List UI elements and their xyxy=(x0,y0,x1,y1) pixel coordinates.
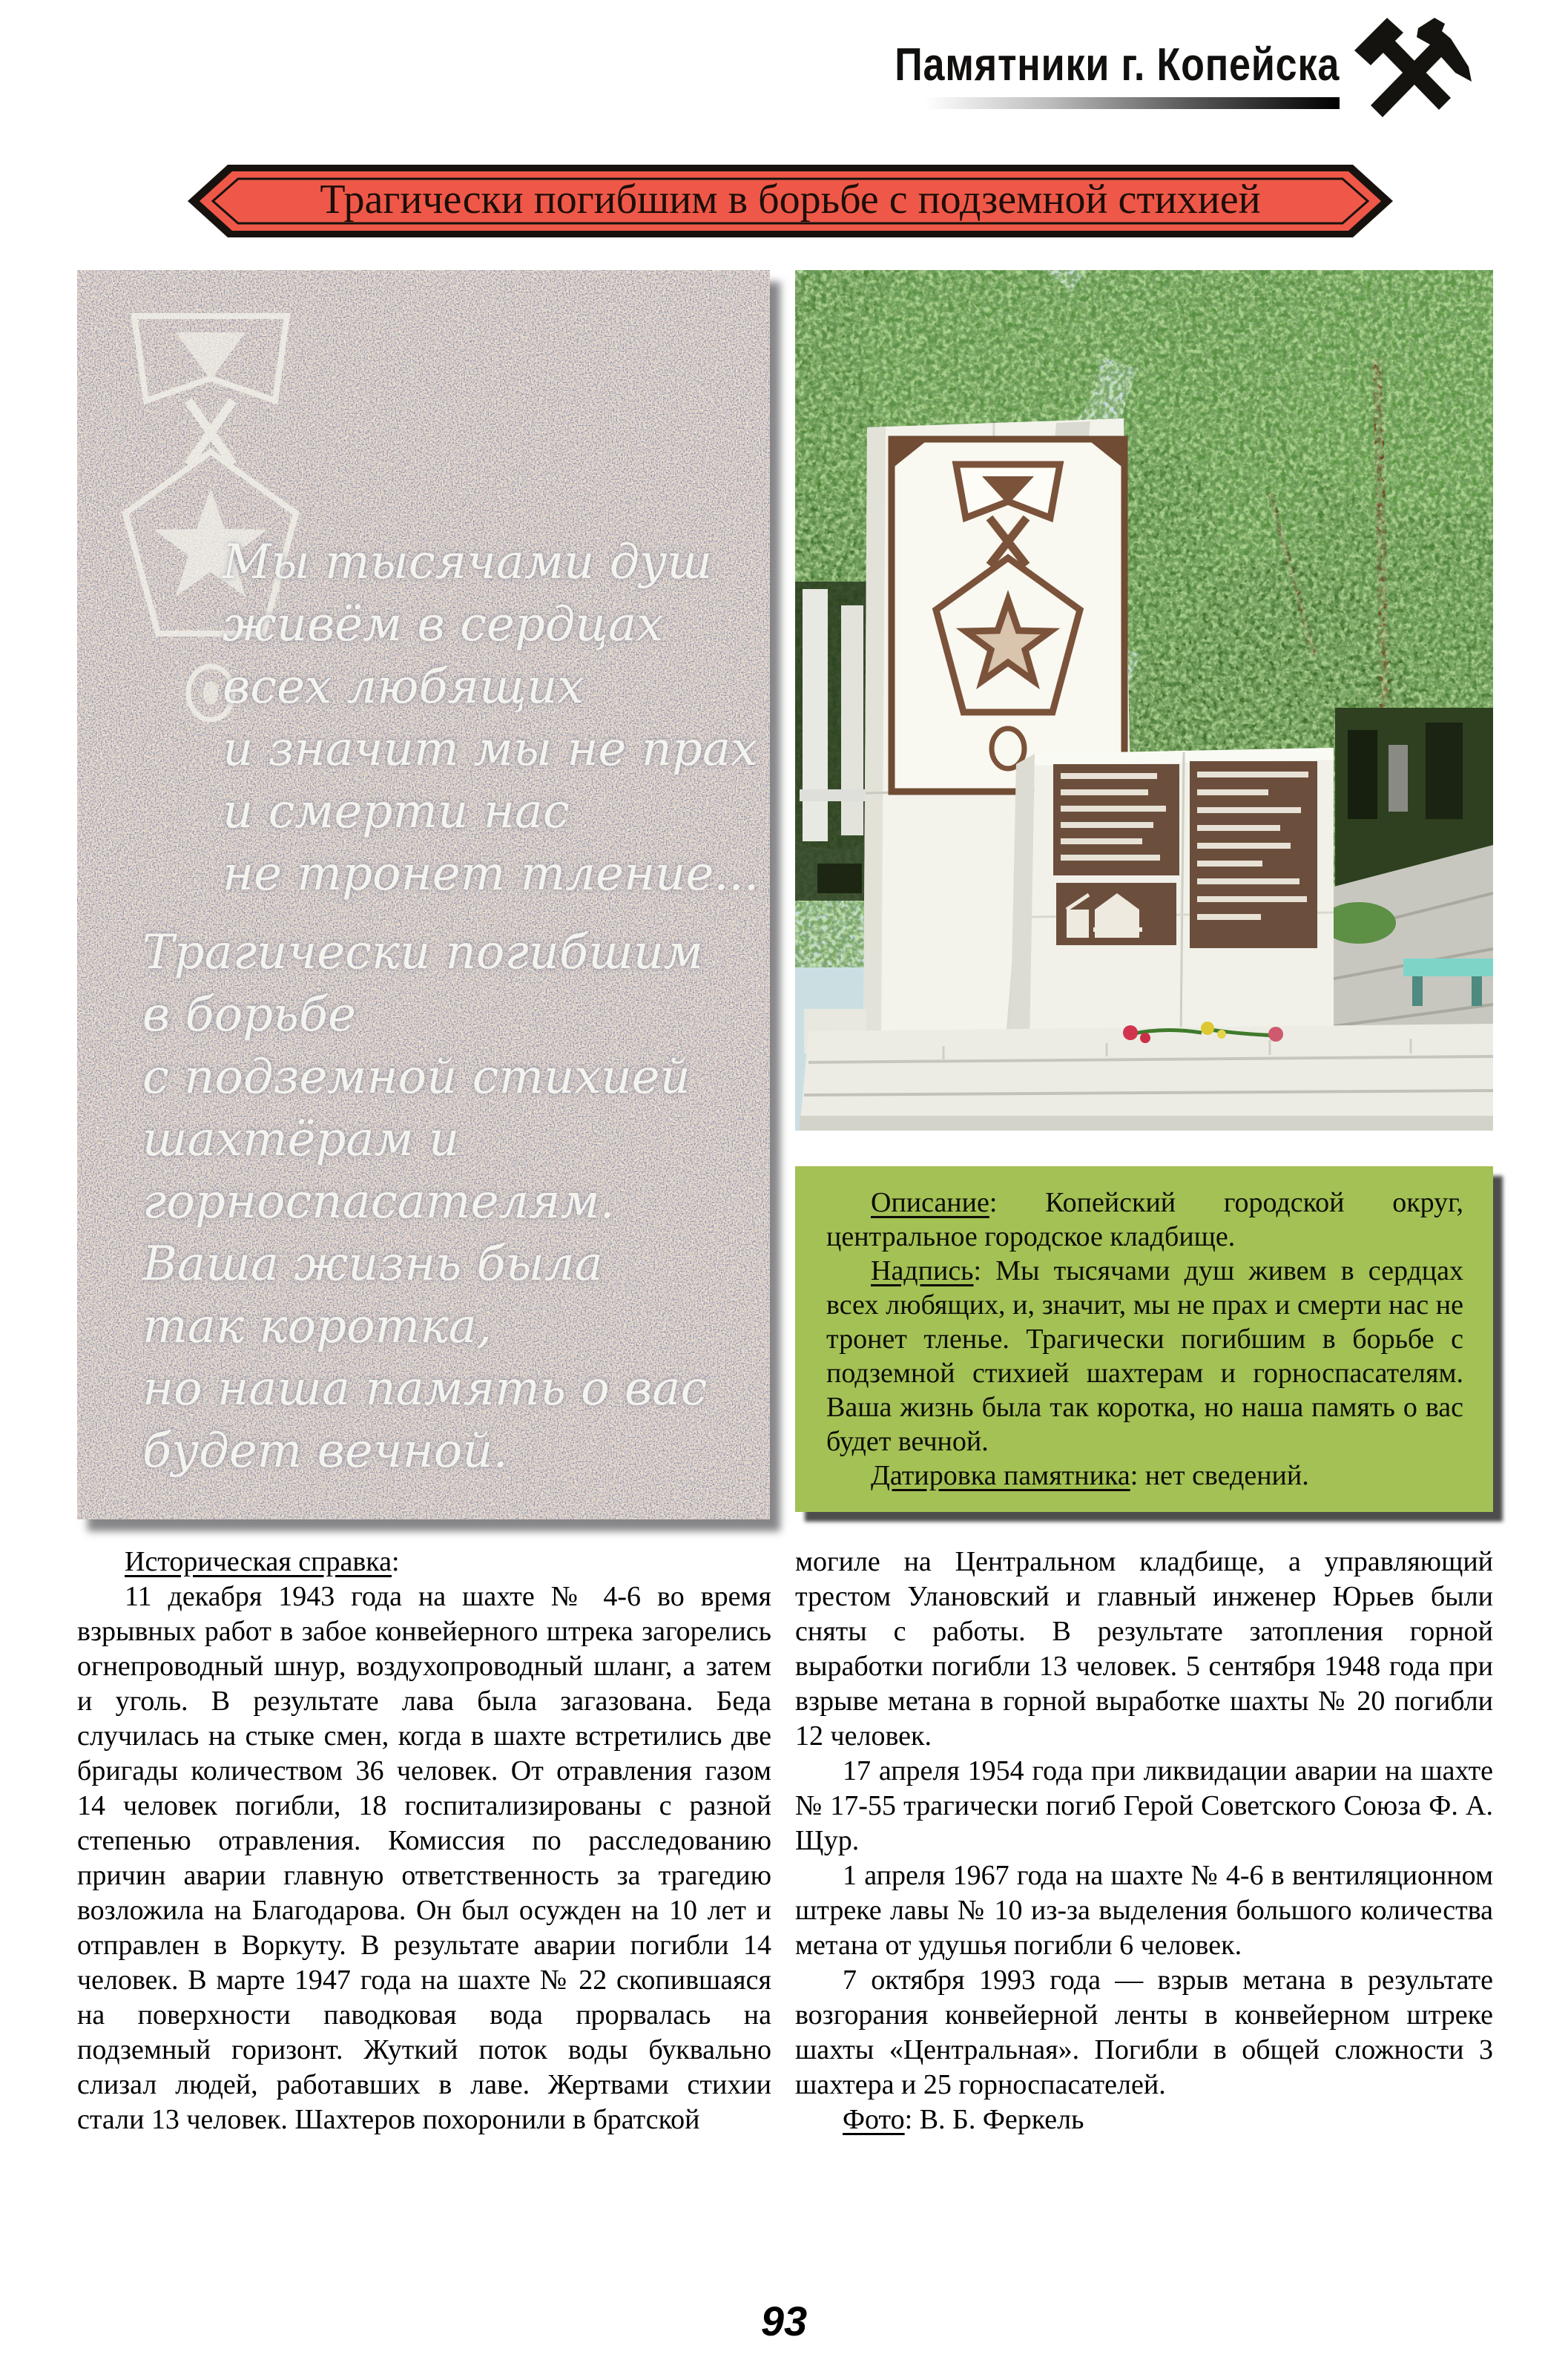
bronze-plaque-right xyxy=(1190,761,1317,948)
plaque-line: с подземной стихией xyxy=(142,1050,691,1105)
history-heading: Историческая справка: xyxy=(125,1546,400,1577)
history-paragraph: могиле на Центральном кладбище, а управляющий трестом Улановский и главный инженер Юрьев были сняты с работы. В результате затопления горной выработки погибли 13 человек. 5 сентября 1948 года при взрыве метана в горной выработке шахты № 20 погибли 12 человек. xyxy=(795,1546,1493,1752)
granite-plaque-photo xyxy=(77,270,770,1519)
plaque-line: Мы тысячами душ xyxy=(223,535,712,590)
dating-label: Датировка памятника xyxy=(871,1460,1130,1491)
plaque-line: не тронет тление... xyxy=(223,846,760,901)
history-column-right xyxy=(795,1545,1493,2137)
history-column-left xyxy=(77,1545,771,2137)
page-header xyxy=(810,39,1340,109)
inscription-paragraph: Надпись: Мы тысячами душ живем в сердцах всех любящих, и, значит, мы не прах и смерти нас не тронет тленье. Трагически погибшим в борьбе с подземной стихией шахтерам и горноспасателям. Ваша жизнь была так коротка, но наша память о вас будет вечной. xyxy=(826,1255,1463,1457)
history-paragraph: 1 апреля 1967 года на шахте № 4-6 в вентиляционном штреке лавы № 10 из-за выделения большого количества метана от удушья погибли 6 человек. xyxy=(795,1860,1493,1961)
plaque-line: шахтёрам и xyxy=(142,1112,460,1167)
header-gradient-rule xyxy=(924,97,1340,109)
plaque-line: живём в сердцах xyxy=(223,597,664,652)
plaque-line: но наша память о вас xyxy=(142,1361,708,1416)
plaque-line: так коротка, xyxy=(142,1299,493,1354)
history-paragraph: 17 апреля 1954 года при ликвидации аварии на шахте № 17-55 трагически погиб Герой Советского Союза Ф. А. Щур. xyxy=(795,1755,1493,1856)
history-paragraph: 7 октября 1993 года — взрыв метана в результате возгорания конвейерной ленты в конвейерном штреке шахты «Центральная». Погибли в общей сложности 3 шахтера и 25 горноспасателей. xyxy=(795,1965,1493,2100)
plaque-line: Трагически погибшим xyxy=(142,925,703,980)
plaque-line: всех любящих xyxy=(223,660,584,714)
monument-photo xyxy=(795,270,1493,1131)
dating-paragraph: Датировка памятника: нет сведений. xyxy=(871,1460,1309,1491)
crossed-hammer-and-pick-icon xyxy=(1347,12,1473,139)
bronze-plaque-left xyxy=(1053,764,1179,945)
plaque-line: будет вечной. xyxy=(142,1424,508,1479)
plaque-line: и значит мы не прах xyxy=(223,722,758,777)
description-paragraph: Описание: Копейский городской округ, центральное городское кладбище. xyxy=(826,1187,1463,1252)
plaque-line: Ваша жизнь была xyxy=(142,1237,603,1292)
header-title: Памятники г. Копейска xyxy=(895,39,1340,91)
photo-credit: Фото: В. Б. Феркель xyxy=(843,2104,1084,2135)
plaque-line: в борьбе xyxy=(142,987,356,1042)
plaque-line: и смерти нас xyxy=(223,784,570,839)
plaque-inscription-block-2 xyxy=(142,921,707,1482)
page-number: 93 xyxy=(760,2298,808,2344)
description-label: Описание xyxy=(871,1187,989,1218)
plaque-line: горноспасателям. xyxy=(142,1174,615,1229)
banner-title: Трагически погибшим в борьбе с подземной стихией xyxy=(320,177,1261,223)
history-paragraph: 11 декабря 1943 года на шахте № 4-6 во время взрывных работ в забое конвейерного штрека загорелись огнепроводный шнур, воздухопроводный шланг, а затем и уголь. В результате лава была загазована. Беда случилась на стыке смен, когда в шахте встретились две бригады количеством 36 человек. От отравления газом 14 человек погибли, 18 госпитализированы с разной степенью отравления. Комиссия по расследованию причин аварии главную ответственность за трагедию возложила на Благодарова. Он был осужден на 10 лет и отправлен в Воркуту. В результате аварии погибли 14 человек. В марте 1947 года на шахте № 22 скопившаяся на поверхности паводковая вода прорвалась на подземный горизонт. Жуткий поток воды буквально слизал людей, работавших в лаве. Жертвами стихии стали 13 человек. Шахтеров похоронили в братской xyxy=(77,1581,771,2135)
plaque-inscription-block-1 xyxy=(223,531,759,905)
description-box xyxy=(795,1166,1493,1512)
monument-scene xyxy=(795,270,1493,1131)
inscription-label: Надпись xyxy=(871,1255,974,1286)
monument-block xyxy=(1010,748,1334,1039)
title-banner xyxy=(188,163,1393,239)
